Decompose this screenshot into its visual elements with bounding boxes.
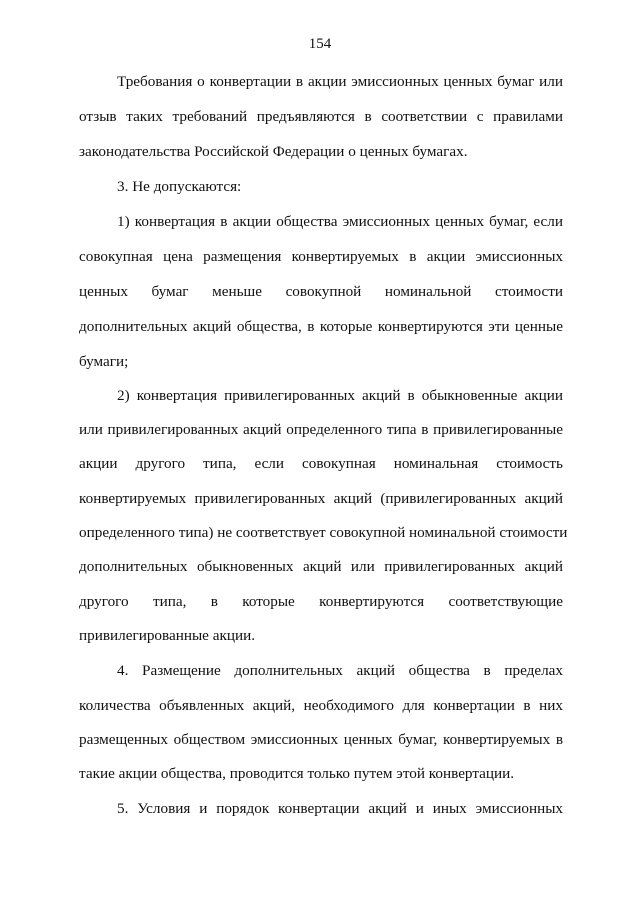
text-line: ценных бумаг меньше совокупной номинальной стоимости [79,283,563,300]
text-line: законодательства Российской Федерации о ценных бумагах. [79,143,468,160]
text-line: привилегированные акции. [79,627,256,644]
page-number: 154 [308,36,332,52]
text-line: дополнительных акций общества, в которые конвертируются эти ценные [79,318,563,335]
text-line: 1) конвертация в акции общества эмиссионных ценных бумаг, если [117,213,563,230]
text-line: такие акции общества, проводится только путем этой конвертации. [79,765,515,782]
text-line: 5. Условия и порядок конвертации акций и иных эмиссионных [117,800,563,817]
text-line: 2) конвертация привилегированных акций в обыкновенные акции [117,387,563,404]
text-line: 3. Не допускаются: [117,178,242,195]
text-line: бумаги; [79,353,129,370]
text-line: определенного типа) не соответствует совокупной номинальной стоимости [79,524,568,541]
text-line: конвертируемых привилегированных акций (привилегированных акций [79,490,563,507]
text-line: Требования о конвертации в акции эмиссионных ценных бумаг или [117,73,563,90]
text-line: 4. Размещение дополнительных акций общества в пределах [117,662,563,679]
text-line: совокупная цена размещения конвертируемых в акции эмиссионных [79,248,563,265]
text-line: размещенных обществом эмиссионных ценных бумаг, конвертируемых в [79,731,563,748]
text-line: отзыв таких требований предъявляются в соответствии с правилами [79,108,563,125]
text-line: акции другого типа, если совокупная номинальная стоимость [79,455,563,472]
text-line: количества объявленных акций, необходимого для конвертации в них [79,697,563,714]
text-line: или привилегированных акций определенного типа в привилегированные [79,421,563,438]
text-line: дополнительных обыкновенных акций или привилегированных акций [79,558,563,575]
text-line: другого типа, в которые конвертируются соответствующие [79,593,563,610]
